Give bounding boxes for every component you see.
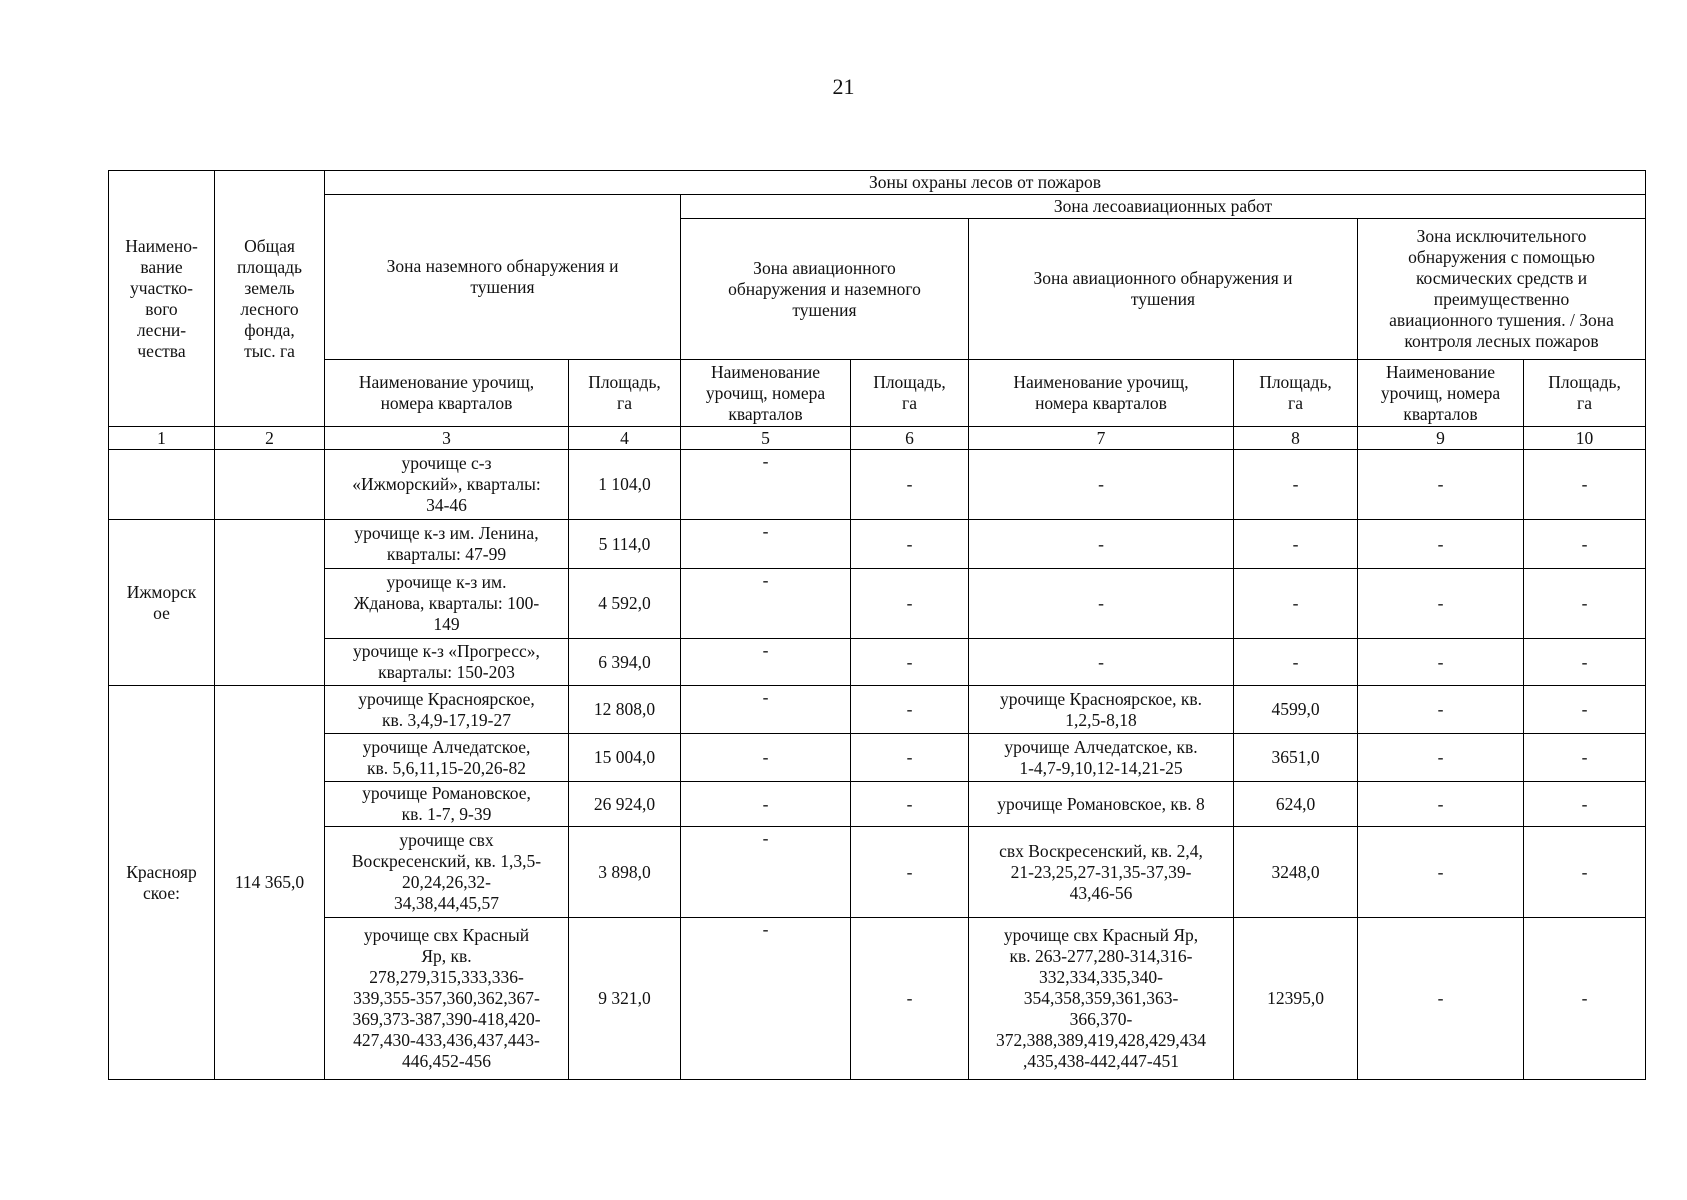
tract-area: 26 924,0 bbox=[569, 782, 681, 827]
air-names: свх Воскресенский, кв. 2,4, 21-23,25,27-31,35-37,39- 43,46-56 bbox=[969, 827, 1234, 918]
tract-names: урочище к-з «Прогресс», кварталы: 150-203 bbox=[325, 639, 569, 686]
space-names: - bbox=[1358, 686, 1524, 734]
space-area: - bbox=[1524, 450, 1646, 520]
col-names-3: Наименование урочищ, номера кварталов bbox=[325, 360, 569, 427]
area-cell-empty bbox=[215, 450, 325, 520]
air-ground-area: - bbox=[851, 686, 969, 734]
air-ground-names: - bbox=[681, 782, 851, 827]
header-district-name: Наимено- вание участко- вого лесни- чества bbox=[109, 171, 215, 427]
col-number: 10 bbox=[1524, 427, 1646, 450]
table-row bbox=[109, 734, 1646, 782]
col-number: 8 bbox=[1234, 427, 1358, 450]
district-area bbox=[215, 520, 325, 686]
tract-area: 9 321,0 bbox=[569, 918, 681, 1080]
air-area: - bbox=[1234, 569, 1358, 639]
air-area: - bbox=[1234, 450, 1358, 520]
col-number: 6 bbox=[851, 427, 969, 450]
district-cell-empty bbox=[109, 450, 215, 520]
air-ground-names: - bbox=[681, 639, 851, 686]
col-names-5: Наименование урочищ, номера кварталов bbox=[681, 360, 851, 427]
air-names: урочище свх Красный Яр, кв. 263-277,280-314,316- 332,334,335,340- 354,358,359,361,363- 366,370- 372,388,389,419,428,429,434 ,435,438-442,447-451 bbox=[969, 918, 1234, 1080]
tract-names: урочище Романовское, кв. 1-7, 9-39 bbox=[325, 782, 569, 827]
district-name: Краснояр ское: bbox=[109, 686, 215, 1080]
header-aviation-zone: Зона лесоавиационных работ bbox=[681, 195, 1646, 219]
air-ground-names: - bbox=[681, 827, 851, 918]
air-ground-names: - bbox=[681, 569, 851, 639]
col-names-9: Наименование урочищ, номера кварталов bbox=[1358, 360, 1524, 427]
tract-area: 5 114,0 bbox=[569, 520, 681, 569]
space-area: - bbox=[1524, 734, 1646, 782]
col-area-4: Площадь, га bbox=[569, 360, 681, 427]
space-names: - bbox=[1358, 827, 1524, 918]
district-name: Ижморск ое bbox=[109, 520, 215, 686]
air-ground-names: - bbox=[681, 450, 851, 520]
table-row bbox=[109, 827, 1646, 918]
space-area: - bbox=[1524, 639, 1646, 686]
header-air-zone: Зона авиационного обнаружения и тушения bbox=[969, 219, 1358, 360]
air-area: 12395,0 bbox=[1234, 918, 1358, 1080]
space-area: - bbox=[1524, 520, 1646, 569]
header-air-ground-zone: Зона авиационного обнаружения и наземного тушения bbox=[681, 219, 969, 360]
space-names: - bbox=[1358, 569, 1524, 639]
tract-names: урочище к-з им. Ленина, кварталы: 47-99 bbox=[325, 520, 569, 569]
air-names: - bbox=[969, 639, 1234, 686]
air-names: урочище Красноярское, кв. 1,2,5-8,18 bbox=[969, 686, 1234, 734]
space-area: - bbox=[1524, 686, 1646, 734]
tract-names: урочище Красноярское, кв. 3,4,9-17,19-27 bbox=[325, 686, 569, 734]
air-ground-area: - bbox=[851, 569, 969, 639]
col-number: 2 bbox=[215, 427, 325, 450]
table-row bbox=[109, 639, 1646, 686]
col-area-6: Площадь, га bbox=[851, 360, 969, 427]
col-names-7: Наименование урочищ, номера кварталов bbox=[969, 360, 1234, 427]
air-ground-area: - bbox=[851, 520, 969, 569]
air-ground-area: - bbox=[851, 918, 969, 1080]
space-names: - bbox=[1358, 450, 1524, 520]
air-area: 3651,0 bbox=[1234, 734, 1358, 782]
air-ground-names: - bbox=[681, 734, 851, 782]
col-area-8: Площадь, га bbox=[1234, 360, 1358, 427]
air-area: 624,0 bbox=[1234, 782, 1358, 827]
air-ground-area: - bbox=[851, 639, 969, 686]
table-row bbox=[109, 686, 1646, 734]
header-space-zone: Зона исключительного обнаружения с помощью космических средств и преимущественно авиационного тушения. / Зона контроля лесных пожаров bbox=[1358, 219, 1646, 360]
tract-names: урочище к-з им. Жданова, кварталы: 100- 149 bbox=[325, 569, 569, 639]
col-number: 3 bbox=[325, 427, 569, 450]
air-ground-area: - bbox=[851, 450, 969, 520]
header-row-1 bbox=[109, 171, 1646, 195]
table-row bbox=[109, 450, 1646, 520]
header-row-4 bbox=[109, 360, 1646, 427]
col-number: 9 bbox=[1358, 427, 1524, 450]
tract-area: 4 592,0 bbox=[569, 569, 681, 639]
air-ground-names: - bbox=[681, 520, 851, 569]
air-names: урочище Алчедатское, кв. 1-4,7-9,10,12-14,21-25 bbox=[969, 734, 1234, 782]
space-area: - bbox=[1524, 918, 1646, 1080]
space-names: - bbox=[1358, 520, 1524, 569]
air-area: - bbox=[1234, 639, 1358, 686]
air-names: - bbox=[969, 450, 1234, 520]
air-names: - bbox=[969, 520, 1234, 569]
space-names: - bbox=[1358, 918, 1524, 1080]
header-ground-zone: Зона наземного обнаружения и тушения bbox=[325, 195, 681, 360]
tract-area: 12 808,0 bbox=[569, 686, 681, 734]
header-row-2 bbox=[109, 195, 1646, 219]
air-ground-area: - bbox=[851, 827, 969, 918]
column-numbers-row bbox=[109, 427, 1646, 450]
air-ground-names: - bbox=[681, 686, 851, 734]
air-area: - bbox=[1234, 520, 1358, 569]
space-area: - bbox=[1524, 827, 1646, 918]
col-number: 1 bbox=[109, 427, 215, 450]
col-number: 5 bbox=[681, 427, 851, 450]
air-names: - bbox=[969, 569, 1234, 639]
header-total-area: Общая площадь земель лесного фонда, тыс. га bbox=[215, 171, 325, 427]
air-area: 3248,0 bbox=[1234, 827, 1358, 918]
table-row bbox=[109, 782, 1646, 827]
tract-names: урочище свх Воскресенский, кв. 1,3,5- 20,24,26,32- 34,38,44,45,57 bbox=[325, 827, 569, 918]
district-area: 114 365,0 bbox=[215, 686, 325, 1080]
col-area-10: Площадь, га bbox=[1524, 360, 1646, 427]
space-names: - bbox=[1358, 734, 1524, 782]
tract-names: урочище Алчедатское, кв. 5,6,11,15-20,26-82 bbox=[325, 734, 569, 782]
air-ground-area: - bbox=[851, 782, 969, 827]
space-names: - bbox=[1358, 782, 1524, 827]
table-row bbox=[109, 569, 1646, 639]
tract-area: 3 898,0 bbox=[569, 827, 681, 918]
page-number: 21 bbox=[832, 74, 855, 99]
air-names: урочище Романовское, кв. 8 bbox=[969, 782, 1234, 827]
space-area: - bbox=[1524, 569, 1646, 639]
tract-names: урочище с-з «Ижморский», кварталы: 34-46 bbox=[325, 450, 569, 520]
space-area: - bbox=[1524, 782, 1646, 827]
header-fire-zones: Зоны охраны лесов от пожаров bbox=[325, 171, 1646, 195]
air-ground-area: - bbox=[851, 734, 969, 782]
tract-area: 6 394,0 bbox=[569, 639, 681, 686]
air-area: 4599,0 bbox=[1234, 686, 1358, 734]
air-ground-names: - bbox=[681, 918, 851, 1080]
col-number: 7 bbox=[969, 427, 1234, 450]
col-number: 4 bbox=[569, 427, 681, 450]
tract-names: урочище свх Красный Яр, кв. 278,279,315,333,336- 339,355-357,360,362,367- 369,373-387,390-418,420- 427,430-433,436,437,443- 446,452-456 bbox=[325, 918, 569, 1080]
space-names: - bbox=[1358, 639, 1524, 686]
table-row bbox=[109, 918, 1646, 1080]
table-row bbox=[109, 520, 1646, 569]
tract-area: 15 004,0 bbox=[569, 734, 681, 782]
tract-area: 1 104,0 bbox=[569, 450, 681, 520]
forest-fire-zones-table bbox=[108, 170, 1646, 1080]
